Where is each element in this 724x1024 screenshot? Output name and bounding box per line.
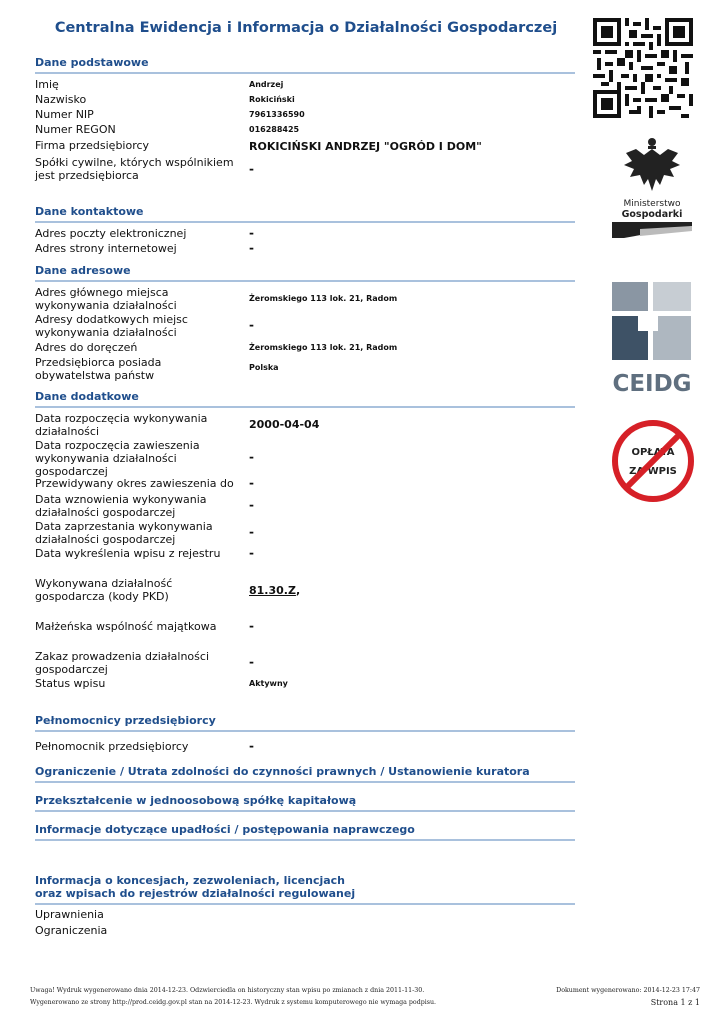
field-label: Data zaprzestania wykonywania działalności gospodarczej xyxy=(35,520,213,546)
ceidg-logo xyxy=(608,280,694,398)
section-basic-heading: Dane podstawowe xyxy=(35,56,575,74)
field-value: 2000-04-04 xyxy=(249,418,320,431)
field-label: Adres głównego miejsca wykonywania działalności xyxy=(35,286,177,312)
field-label: Adresy dodatkowych miejsc wykonywania działalności xyxy=(35,313,188,339)
section-bankruptcy-heading: Informacje dotyczące upadłości / postępowania naprawczego xyxy=(35,823,575,841)
field-label: Małżeńska wspólność majątkowa xyxy=(35,620,217,633)
document-title: Centralna Ewidencja i Informacja o Działalności Gospodarczej xyxy=(54,20,558,36)
footer-note xyxy=(30,985,500,1009)
field-label: Adres poczty elektronicznej xyxy=(35,227,187,240)
field-value: Żeromskiego 113 lok. 21, Radom xyxy=(249,343,398,352)
licenses-heading-line1: Informacja o koncesjach, zezwoleniach, licencjach xyxy=(35,874,346,887)
ceidg-text: CEIDG xyxy=(612,371,692,397)
footer-line2: Wygenerowano ze strony http://prod.ceidg.gov.pl stan na 2014-12-23. Wydruk z systemu komputerowego nie wymaga podpisu. xyxy=(30,999,437,1006)
field-label: Przedsiębiorca posiada obywatelstwa państw xyxy=(35,356,162,382)
field-value: Polska xyxy=(249,363,279,372)
field-value: - xyxy=(249,498,254,512)
field-value: - xyxy=(249,476,254,490)
qr-code xyxy=(593,18,693,118)
field-value: 7961336590 xyxy=(249,110,305,119)
footer-meta xyxy=(556,985,700,1009)
field-label: Zakaz prowadzenia działalności gospodarczej xyxy=(35,650,209,676)
stamp-line1: OPŁATA xyxy=(631,447,675,458)
ministry-name-line1: Ministerstwo xyxy=(623,199,681,209)
license-item-permissions: Uprawnienia xyxy=(35,908,104,921)
pkd-separator: , xyxy=(295,584,301,597)
field-value: - xyxy=(249,226,254,240)
field-label: Przewidywany okres zawieszenia do xyxy=(35,477,234,490)
license-item-restrictions: Ograniczenia xyxy=(35,924,108,937)
field-label: Numer REGON xyxy=(35,123,116,136)
field-label: Pełnomocnik przedsiębiorcy xyxy=(35,740,189,753)
footer-line1: Uwaga! Wydruk wygenerowano dnia 2014-12-23. Odzwierciedla on historyczny stan wpisu po zmianach z dnia 2011-11-30. xyxy=(30,987,425,994)
field-label: Wykonywana działalność gospodarcza (kody PKD) xyxy=(35,577,173,603)
field-label: Data rozpoczęcia zawieszenia wykonywania działalności gospodarczej xyxy=(35,439,200,478)
field-value: - xyxy=(249,525,254,539)
field-value xyxy=(249,584,579,597)
field-label: Firma przedsiębiorcy xyxy=(35,139,150,152)
field-value: - xyxy=(249,450,254,464)
field-label: Adres strony internetowej xyxy=(35,242,177,255)
section-contact-heading: Dane kontaktowe xyxy=(35,205,575,223)
field-value: Rokiciński xyxy=(249,95,295,104)
field-label: Data wznowienia wykonywania działalności gospodarczej xyxy=(35,493,207,519)
page-number: Strona 1 z 1 xyxy=(650,998,700,1007)
section-transformation-heading: Przekształcenie w jednoosobową spółkę kapitałową xyxy=(35,794,575,812)
stamp-line2: ZA WPIS xyxy=(629,466,677,477)
field-value: - xyxy=(249,655,254,669)
field-label: Adres do doręczeń xyxy=(35,341,138,354)
no-fee-stamp-icon xyxy=(610,418,696,504)
field-value: - xyxy=(249,162,254,176)
field-label: Data rozpoczęcia wykonywania działalności xyxy=(35,412,208,438)
field-label: Data wykreślenia wpisu z rejestru xyxy=(35,547,221,560)
field-value: - xyxy=(249,318,254,332)
generated-timestamp: Dokument wygenerowano: 2014-12-23 17:47 xyxy=(556,987,700,994)
eagle-icon xyxy=(624,138,680,191)
field-value: - xyxy=(249,241,254,255)
section-proxies-heading: Pełnomocnicy przedsiębiorcy xyxy=(35,714,575,732)
field-value: - xyxy=(249,546,254,560)
field-label: Nazwisko xyxy=(35,93,87,106)
section-address-heading: Dane adresowe xyxy=(35,264,575,282)
field-value: - xyxy=(249,739,254,753)
status-value: Aktywny xyxy=(249,679,288,688)
field-label: Status wpisu xyxy=(35,677,106,690)
licenses-heading-line2: oraz wpisach do rejestrów działalności regulowanej xyxy=(35,887,356,900)
field-value: Żeromskiego 113 lok. 21, Radom xyxy=(249,294,398,303)
section-additional-heading: Dane dodatkowe xyxy=(35,390,575,408)
field-value: Andrzej xyxy=(249,80,284,89)
section-licenses-heading xyxy=(35,874,575,905)
ministry-logo xyxy=(610,135,694,240)
field-label: Numer NIP xyxy=(35,108,94,121)
section-restriction-heading: Ograniczenie / Utrata zdolności do czynności prawnych / Ustanowienie kuratora xyxy=(35,765,575,783)
company-name-value: ROKICIŃSKI ANDRZEJ "OGRÓD I DOM" xyxy=(249,140,482,153)
ministry-name-line2: Gospodarki xyxy=(621,209,683,220)
field-label: Imię xyxy=(35,78,59,91)
field-value: 016288425 xyxy=(249,125,300,134)
pkd-code-link[interactable]: 81.30.Z xyxy=(249,584,296,597)
field-label: Spółki cywilne, których wspólnikiem jest przedsiębiorca xyxy=(35,156,234,182)
field-value: - xyxy=(249,619,254,633)
